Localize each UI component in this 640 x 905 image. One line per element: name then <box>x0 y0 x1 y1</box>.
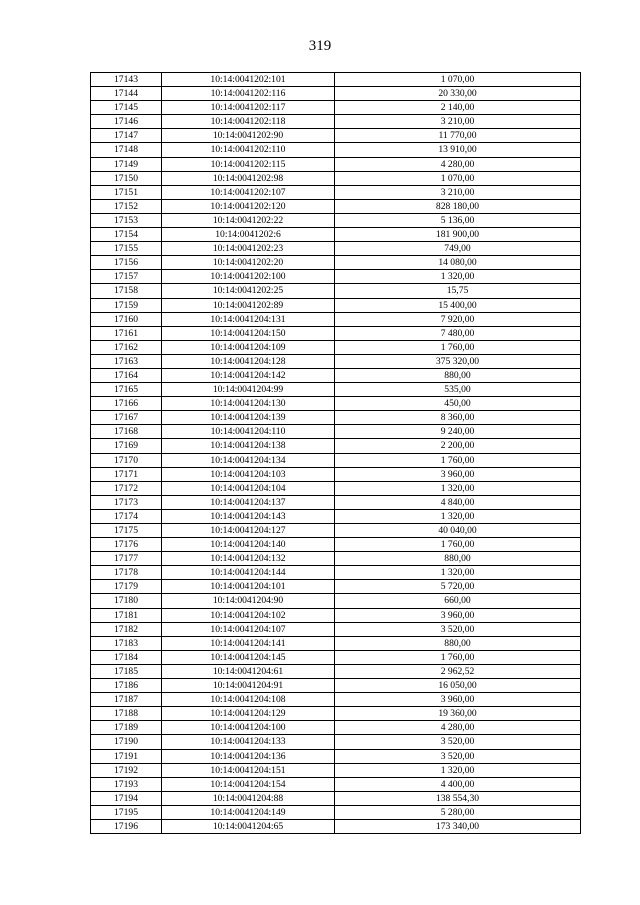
cadastral-number-cell: 10:14:0041204:90 <box>162 594 335 608</box>
value-cell: 450,00 <box>335 397 581 411</box>
row-number-cell: 17188 <box>91 707 162 721</box>
table-row <box>91 312 581 326</box>
value-cell: 11 770,00 <box>335 129 581 143</box>
table-row <box>91 411 581 425</box>
value-cell: 3 960,00 <box>335 693 581 707</box>
value-cell: 3 520,00 <box>335 749 581 763</box>
value-cell: 375 320,00 <box>335 354 581 368</box>
value-cell: 1 320,00 <box>335 481 581 495</box>
table-row <box>91 453 581 467</box>
row-number-cell: 17186 <box>91 679 162 693</box>
cadastral-number-cell: 10:14:0041204:137 <box>162 495 335 509</box>
value-cell: 1 070,00 <box>335 171 581 185</box>
table-row <box>91 622 581 636</box>
value-cell: 880,00 <box>335 636 581 650</box>
cadastral-number-cell: 10:14:0041204:150 <box>162 326 335 340</box>
table-row <box>91 650 581 664</box>
table-row <box>91 524 581 538</box>
row-number-cell: 17148 <box>91 143 162 157</box>
value-cell: 20 330,00 <box>335 87 581 101</box>
table-row <box>91 143 581 157</box>
row-number-cell: 17153 <box>91 213 162 227</box>
value-cell: 5 136,00 <box>335 213 581 227</box>
row-number-cell: 17177 <box>91 552 162 566</box>
table-row <box>91 425 581 439</box>
value-cell: 5 280,00 <box>335 805 581 819</box>
cadastral-number-cell: 10:14:0041204:61 <box>162 664 335 678</box>
row-number-cell: 17149 <box>91 157 162 171</box>
cadastral-number-cell: 10:14:0041202:116 <box>162 87 335 101</box>
cadastral-number-cell: 10:14:0041202:23 <box>162 242 335 256</box>
cadastral-number-cell: 10:14:0041202:115 <box>162 157 335 171</box>
row-number-cell: 17173 <box>91 495 162 509</box>
table-row <box>91 354 581 368</box>
row-number-cell: 17181 <box>91 608 162 622</box>
cadastral-number-cell: 10:14:0041204:108 <box>162 693 335 707</box>
table-row <box>91 383 581 397</box>
row-number-cell: 17182 <box>91 622 162 636</box>
cadastral-number-cell: 10:14:0041204:101 <box>162 580 335 594</box>
table-row <box>91 185 581 199</box>
cadastral-number-cell: 10:14:0041204:133 <box>162 735 335 749</box>
value-cell: 1 760,00 <box>335 453 581 467</box>
table-row <box>91 73 581 87</box>
row-number-cell: 17196 <box>91 819 162 833</box>
row-number-cell: 17144 <box>91 87 162 101</box>
cadastral-number-cell: 10:14:0041204:136 <box>162 749 335 763</box>
cadastral-number-cell: 10:14:0041202:90 <box>162 129 335 143</box>
row-number-cell: 17150 <box>91 171 162 185</box>
cadastral-number-cell: 10:14:0041204:102 <box>162 608 335 622</box>
row-number-cell: 17154 <box>91 228 162 242</box>
row-number-cell: 17185 <box>91 664 162 678</box>
row-number-cell: 17147 <box>91 129 162 143</box>
table-row <box>91 115 581 129</box>
value-cell: 3 210,00 <box>335 185 581 199</box>
table-row <box>91 791 581 805</box>
table-row <box>91 749 581 763</box>
page-number: 319 <box>308 38 332 54</box>
value-cell: 181 900,00 <box>335 228 581 242</box>
value-cell: 14 080,00 <box>335 256 581 270</box>
row-number-cell: 17171 <box>91 467 162 481</box>
table-row <box>91 608 581 622</box>
value-cell: 1 760,00 <box>335 538 581 552</box>
value-cell: 1 760,00 <box>335 650 581 664</box>
value-cell: 173 340,00 <box>335 819 581 833</box>
cadastral-number-cell: 10:14:0041204:107 <box>162 622 335 636</box>
cadastral-number-cell: 10:14:0041204:128 <box>162 354 335 368</box>
row-number-cell: 17165 <box>91 383 162 397</box>
table-row <box>91 213 581 227</box>
cadastral-number-cell: 10:14:0041204:110 <box>162 425 335 439</box>
cadastral-number-cell: 10:14:0041204:143 <box>162 509 335 523</box>
table-row <box>91 636 581 650</box>
table-row <box>91 735 581 749</box>
value-cell: 2 140,00 <box>335 101 581 115</box>
row-number-cell: 17189 <box>91 721 162 735</box>
value-cell: 535,00 <box>335 383 581 397</box>
row-number-cell: 17156 <box>91 256 162 270</box>
value-cell: 1 760,00 <box>335 340 581 354</box>
table-row <box>91 284 581 298</box>
table-row <box>91 256 581 270</box>
row-number-cell: 17145 <box>91 101 162 115</box>
value-cell: 1 070,00 <box>335 73 581 87</box>
row-number-cell: 17168 <box>91 425 162 439</box>
row-number-cell: 17163 <box>91 354 162 368</box>
table-row <box>91 87 581 101</box>
value-cell: 3 960,00 <box>335 608 581 622</box>
table-row <box>91 157 581 171</box>
row-number-cell: 17162 <box>91 340 162 354</box>
row-number-cell: 17174 <box>91 509 162 523</box>
value-cell: 40 040,00 <box>335 524 581 538</box>
table-row <box>91 594 581 608</box>
row-number-cell: 17160 <box>91 312 162 326</box>
row-number-cell: 17178 <box>91 566 162 580</box>
cadastral-number-cell: 10:14:0041204:91 <box>162 679 335 693</box>
value-cell: 880,00 <box>335 368 581 382</box>
value-cell: 660,00 <box>335 594 581 608</box>
table-row <box>91 721 581 735</box>
value-cell: 2 962,52 <box>335 664 581 678</box>
table-row <box>91 481 581 495</box>
cadastral-number-cell: 10:14:0041204:142 <box>162 368 335 382</box>
table-row <box>91 664 581 678</box>
value-cell: 7 480,00 <box>335 326 581 340</box>
table-row <box>91 298 581 312</box>
table-row <box>91 552 581 566</box>
cadastral-number-cell: 10:14:0041204:99 <box>162 383 335 397</box>
value-cell: 3 520,00 <box>335 735 581 749</box>
value-cell: 4 400,00 <box>335 777 581 791</box>
row-number-cell: 17151 <box>91 185 162 199</box>
row-number-cell: 17161 <box>91 326 162 340</box>
table-row <box>91 679 581 693</box>
table-row <box>91 707 581 721</box>
row-number-cell: 17166 <box>91 397 162 411</box>
table-row <box>91 129 581 143</box>
cadastral-number-cell: 10:14:0041202:117 <box>162 101 335 115</box>
row-number-cell: 17164 <box>91 368 162 382</box>
row-number-cell: 17170 <box>91 453 162 467</box>
table-row <box>91 101 581 115</box>
value-cell: 15,75 <box>335 284 581 298</box>
cadastral-number-cell: 10:14:0041204:129 <box>162 707 335 721</box>
cadastral-number-cell: 10:14:0041204:141 <box>162 636 335 650</box>
value-cell: 828 180,00 <box>335 199 581 213</box>
cadastral-number-cell: 10:14:0041204:127 <box>162 524 335 538</box>
cadastral-number-cell: 10:14:0041204:138 <box>162 439 335 453</box>
registry-table-body <box>91 73 581 834</box>
row-number-cell: 17180 <box>91 594 162 608</box>
cadastral-number-cell: 10:14:0041204:103 <box>162 467 335 481</box>
value-cell: 5 720,00 <box>335 580 581 594</box>
row-number-cell: 17193 <box>91 777 162 791</box>
table-row <box>91 509 581 523</box>
value-cell: 4 280,00 <box>335 157 581 171</box>
cadastral-number-cell: 10:14:0041204:145 <box>162 650 335 664</box>
row-number-cell: 17143 <box>91 73 162 87</box>
table-row <box>91 693 581 707</box>
table-row <box>91 242 581 256</box>
row-number-cell: 17158 <box>91 284 162 298</box>
value-cell: 2 200,00 <box>335 439 581 453</box>
row-number-cell: 17146 <box>91 115 162 129</box>
row-number-cell: 17159 <box>91 298 162 312</box>
cadastral-number-cell: 10:14:0041202:89 <box>162 298 335 312</box>
row-number-cell: 17157 <box>91 270 162 284</box>
row-number-cell: 17155 <box>91 242 162 256</box>
table-row <box>91 340 581 354</box>
row-number-cell: 17176 <box>91 538 162 552</box>
table-row <box>91 368 581 382</box>
cadastral-number-cell: 10:14:0041204:139 <box>162 411 335 425</box>
row-number-cell: 17187 <box>91 693 162 707</box>
cadastral-number-cell: 10:14:0041204:144 <box>162 566 335 580</box>
value-cell: 7 920,00 <box>335 312 581 326</box>
cadastral-number-cell: 10:14:0041202:22 <box>162 213 335 227</box>
cadastral-number-cell: 10:14:0041204:65 <box>162 819 335 833</box>
value-cell: 749,00 <box>335 242 581 256</box>
cadastral-number-cell: 10:14:0041202:101 <box>162 73 335 87</box>
row-number-cell: 17194 <box>91 791 162 805</box>
table-row <box>91 397 581 411</box>
value-cell: 16 050,00 <box>335 679 581 693</box>
table-row <box>91 805 581 819</box>
row-number-cell: 17172 <box>91 481 162 495</box>
table-row <box>91 777 581 791</box>
value-cell: 3 210,00 <box>335 115 581 129</box>
value-cell: 1 320,00 <box>335 509 581 523</box>
cadastral-number-cell: 10:14:0041202:118 <box>162 115 335 129</box>
table-row <box>91 580 581 594</box>
cadastral-number-cell: 10:14:0041204:151 <box>162 763 335 777</box>
value-cell: 19 360,00 <box>335 707 581 721</box>
value-cell: 138 554,30 <box>335 791 581 805</box>
row-number-cell: 17190 <box>91 735 162 749</box>
table-row <box>91 538 581 552</box>
cadastral-number-cell: 10:14:0041202:25 <box>162 284 335 298</box>
table-row <box>91 439 581 453</box>
row-number-cell: 17167 <box>91 411 162 425</box>
row-number-cell: 17169 <box>91 439 162 453</box>
row-number-cell: 17195 <box>91 805 162 819</box>
cadastral-number-cell: 10:14:0041204:140 <box>162 538 335 552</box>
value-cell: 1 320,00 <box>335 566 581 580</box>
value-cell: 880,00 <box>335 552 581 566</box>
row-number-cell: 17179 <box>91 580 162 594</box>
value-cell: 4 840,00 <box>335 495 581 509</box>
row-number-cell: 17152 <box>91 199 162 213</box>
cadastral-number-cell: 10:14:0041202:6 <box>162 228 335 242</box>
row-number-cell: 17175 <box>91 524 162 538</box>
table-row <box>91 171 581 185</box>
cadastral-number-cell: 10:14:0041202:110 <box>162 143 335 157</box>
table-row <box>91 199 581 213</box>
row-number-cell: 17191 <box>91 749 162 763</box>
cadastral-number-cell: 10:14:0041204:131 <box>162 312 335 326</box>
cadastral-number-cell: 10:14:0041202:100 <box>162 270 335 284</box>
value-cell: 1 320,00 <box>335 763 581 777</box>
value-cell: 1 320,00 <box>335 270 581 284</box>
cadastral-number-cell: 10:14:0041204:88 <box>162 791 335 805</box>
value-cell: 13 910,00 <box>335 143 581 157</box>
row-number-cell: 17184 <box>91 650 162 664</box>
cadastral-number-cell: 10:14:0041204:149 <box>162 805 335 819</box>
table-row <box>91 763 581 777</box>
table-row <box>91 228 581 242</box>
cadastral-number-cell: 10:14:0041204:134 <box>162 453 335 467</box>
value-cell: 3 520,00 <box>335 622 581 636</box>
table-row <box>91 819 581 833</box>
table-row <box>91 566 581 580</box>
value-cell: 9 240,00 <box>335 425 581 439</box>
cadastral-number-cell: 10:14:0041202:107 <box>162 185 335 199</box>
cadastral-number-cell: 10:14:0041202:20 <box>162 256 335 270</box>
table-row <box>91 326 581 340</box>
registry-table <box>90 72 581 834</box>
cadastral-number-cell: 10:14:0041202:120 <box>162 199 335 213</box>
row-number-cell: 17192 <box>91 763 162 777</box>
cadastral-number-cell: 10:14:0041202:98 <box>162 171 335 185</box>
cadastral-number-cell: 10:14:0041204:104 <box>162 481 335 495</box>
value-cell: 3 960,00 <box>335 467 581 481</box>
value-cell: 8 360,00 <box>335 411 581 425</box>
cadastral-number-cell: 10:14:0041204:109 <box>162 340 335 354</box>
table-row <box>91 467 581 481</box>
cadastral-number-cell: 10:14:0041204:130 <box>162 397 335 411</box>
value-cell: 4 280,00 <box>335 721 581 735</box>
value-cell: 15 400,00 <box>335 298 581 312</box>
table-row <box>91 495 581 509</box>
cadastral-number-cell: 10:14:0041204:100 <box>162 721 335 735</box>
cadastral-number-cell: 10:14:0041204:154 <box>162 777 335 791</box>
cadastral-number-cell: 10:14:0041204:132 <box>162 552 335 566</box>
table-row <box>91 270 581 284</box>
row-number-cell: 17183 <box>91 636 162 650</box>
